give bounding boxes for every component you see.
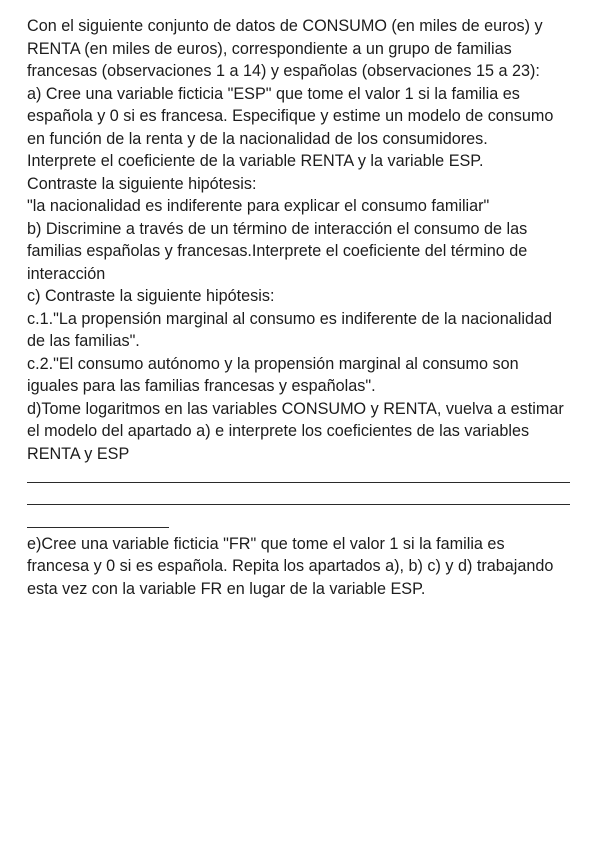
text-line: Interprete el coeficiente de la variable RENTA y la variable ESP. (27, 152, 484, 170)
separator-row (27, 465, 577, 488)
separator-line (27, 527, 169, 528)
text-line: e)Cree una variable ficticia "FR" que tome el valor 1 si la familia es (27, 534, 505, 553)
text-line: a) Cree una variable ficticia "ESP" que tome el valor 1 si la familia es (27, 84, 520, 103)
text-line: francesas (observaciones 1 a 14) y españolas (observaciones 15 a 23): (27, 62, 540, 80)
text-line: "la nacionalidad es indiferente para explicar el consumo familiar" (27, 197, 490, 215)
document-body-part2 (27, 533, 577, 601)
text-line: c) Contraste la siguiente hipótesis: (27, 287, 275, 305)
text-line: RENTA y ESP (27, 444, 130, 463)
text-line: francesa y 0 si es española. Repita los apartados a), b) c) y d) trabajando (27, 557, 554, 575)
text-line: en función de la renta y de la nacionalidad de los consumidores. (27, 129, 488, 148)
text-line: Con el siguiente conjunto de datos de CONSUMO (en miles de euros) y (27, 17, 543, 35)
text-line: española y 0 si es francesa. Especifique y estime un modelo de consumo (27, 107, 554, 125)
separator-row (27, 510, 577, 533)
text-line: familias españolas y francesas.Interprete el coeficiente del término de (27, 242, 528, 260)
text-line: b) Discrimine a través de un término de interacción el consumo de las (27, 219, 528, 238)
text-line: interacción (27, 264, 106, 283)
text-line: RENTA (en miles de euros), correspondiente a un grupo de familias (27, 39, 512, 58)
separator-row (27, 488, 577, 511)
text-line: esta vez con la variable FR en lugar de la variable ESP. (27, 579, 426, 598)
document-body-part1 (27, 15, 577, 465)
separator-line (27, 504, 570, 505)
text-line: c.2."El consumo autónomo y la propensión marginal al consumo son (27, 354, 519, 373)
document-page (27, 15, 577, 600)
separator-line (27, 482, 570, 483)
text-line: Contraste la siguiente hipótesis: (27, 174, 257, 193)
text-line: c.1."La propensión marginal al consumo es indiferente de la nacionalidad (27, 309, 552, 328)
text-line: de las familias". (27, 332, 140, 350)
text-line: el modelo del apartado a) e interprete los coeficientes de las variables (27, 422, 530, 440)
text-line: d)Tome logaritmos en las variables CONSUMO y RENTA, vuelva a estimar (27, 399, 564, 418)
text-line: iguales para las familias francesas y españolas". (27, 377, 376, 395)
